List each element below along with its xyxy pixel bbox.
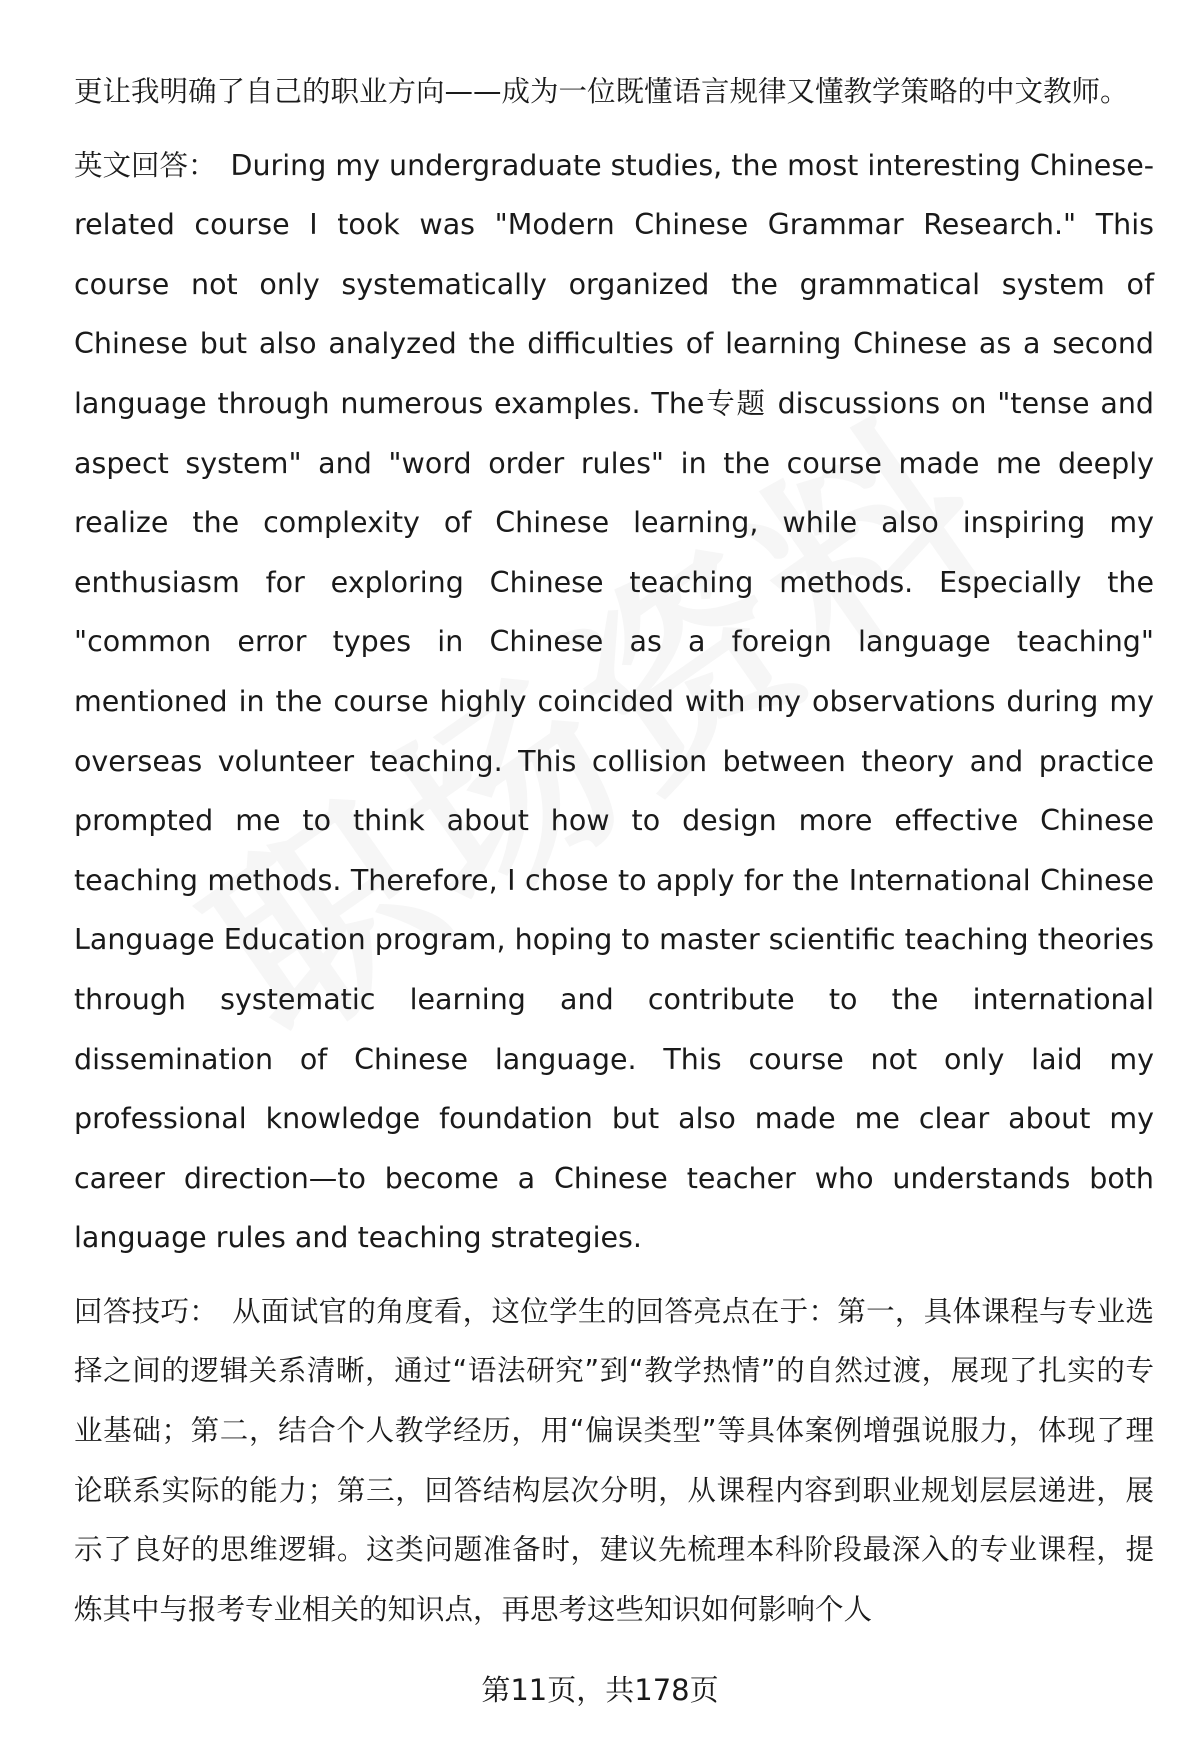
answer-tips-text: 从面试官的角度看，这位学生的回答亮点在于：第一，具体课程与专业选择之间的逻辑关系清晰，通过“语法研究”到“教学热情”的自然过渡，展现了扎实的专业基础；第二，结合个人教学经历，用“偏误类型”等具体案例增强说服力，体现了理论联系实际的能力；第三，回答结构层次分明，从课程内容到职业规划层层递进，展示了良好的思维逻辑。这类问题准备时，建议先梳理本科阶段最深入的专业课程，提炼其中与报考专业相关的知识点，再思考这些知识如何影响个人 <box>74 1294 1154 1626</box>
intro-tail-text: 更让我明确了自己的职业方向——成为一位既懂语言规律又懂教学策略的中文教师。 <box>74 75 1129 108</box>
english-answer-text: During my undergraduate studies, the most interesting Chinese-related course I took was "Modern Chinese Grammar Research." This course not only systematically organized the grammatical system of Chinese but also analyzed the difficulties of learning Chinese as a second language through numerous examples. The专题 discussions on "tense and aspect system" and "word order rules" in the course made me deeply realize the complexity of Chinese learning, while also inspiring my enthusiasm for exploring Chinese teaching methods. Especially the "common error types in Chinese as a foreign language teaching" mentioned in the course highly coincided with my observations during my overseas volunteer teaching. This collision between theory and practice prompted me to think about how to design more effective Chinese teaching methods. Therefore, I chose to apply for the International Chinese Language Education program, hoping to master scientific teaching theories through systematic learning and contribute to the international dissemination of Chinese language. This course not only laid my professional knowledge foundation but also made me clear about my career direction—to become a Chinese teacher who understands both language rules and teaching strategies. <box>74 148 1155 1255</box>
english-answer-paragraph <box>74 136 1154 1268</box>
intro-tail-paragraph <box>74 62 1154 122</box>
answer-tips-label: 回答技巧： <box>74 1294 219 1328</box>
page-footer <box>0 1665 1200 1715</box>
english-answer-label: 英文回答： <box>74 148 217 182</box>
document-body <box>74 62 1154 1653</box>
answer-tips-paragraph <box>74 1282 1154 1640</box>
page-number: 第11页，共178页 <box>481 1673 719 1707</box>
